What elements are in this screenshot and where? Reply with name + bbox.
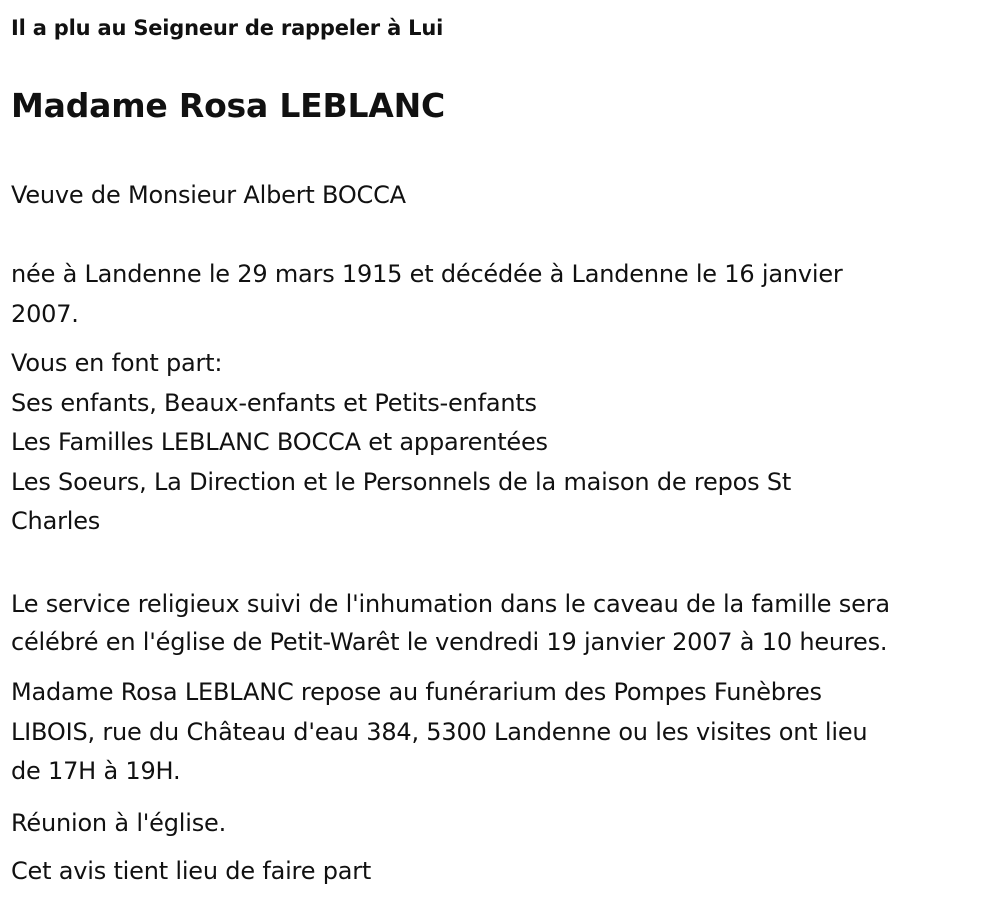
closing-line: Cet avis tient lieu de faire part — [11, 857, 372, 885]
announcer-line: Les Familles LEBLANC BOCCA et apparentées — [11, 428, 548, 456]
intro-heading: Il a plu au Seigneur de rappeler à Lui — [11, 16, 444, 40]
announcer-line: Ses enfants, Beaux-enfants et Petits-enfants — [11, 389, 537, 417]
announcer-line: Vous en font part: — [11, 349, 223, 377]
visitation-line: Madame Rosa LEBLANC repose au funérarium des Pompes Funèbres — [11, 678, 822, 706]
announcer-line: Charles — [11, 507, 101, 535]
service-line: célébré en l'église de Petit-Warêt le vendredi 19 janvier 2007 à 10 heures. — [11, 628, 888, 656]
deceased-name: Madame Rosa LEBLANC — [11, 86, 446, 125]
widow-line: Veuve de Monsieur Albert BOCCA — [11, 181, 406, 209]
announcer-line: Les Soeurs, La Direction et le Personnels de la maison de repos St — [11, 468, 792, 496]
meeting-line: Réunion à l'église. — [11, 809, 227, 837]
service-line: Le service religieux suivi de l'inhumation dans le caveau de la famille sera — [11, 590, 890, 618]
birth-death-line: née à Landenne le 29 mars 1915 et décédée à Landenne le 16 janvier — [11, 260, 843, 288]
visitation-line: LIBOIS, rue du Château d'eau 384, 5300 Landenne ou les visites ont lieu — [11, 718, 868, 746]
visitation-line: de 17H à 19H. — [11, 757, 181, 785]
birth-death-line: 2007. — [11, 300, 79, 328]
